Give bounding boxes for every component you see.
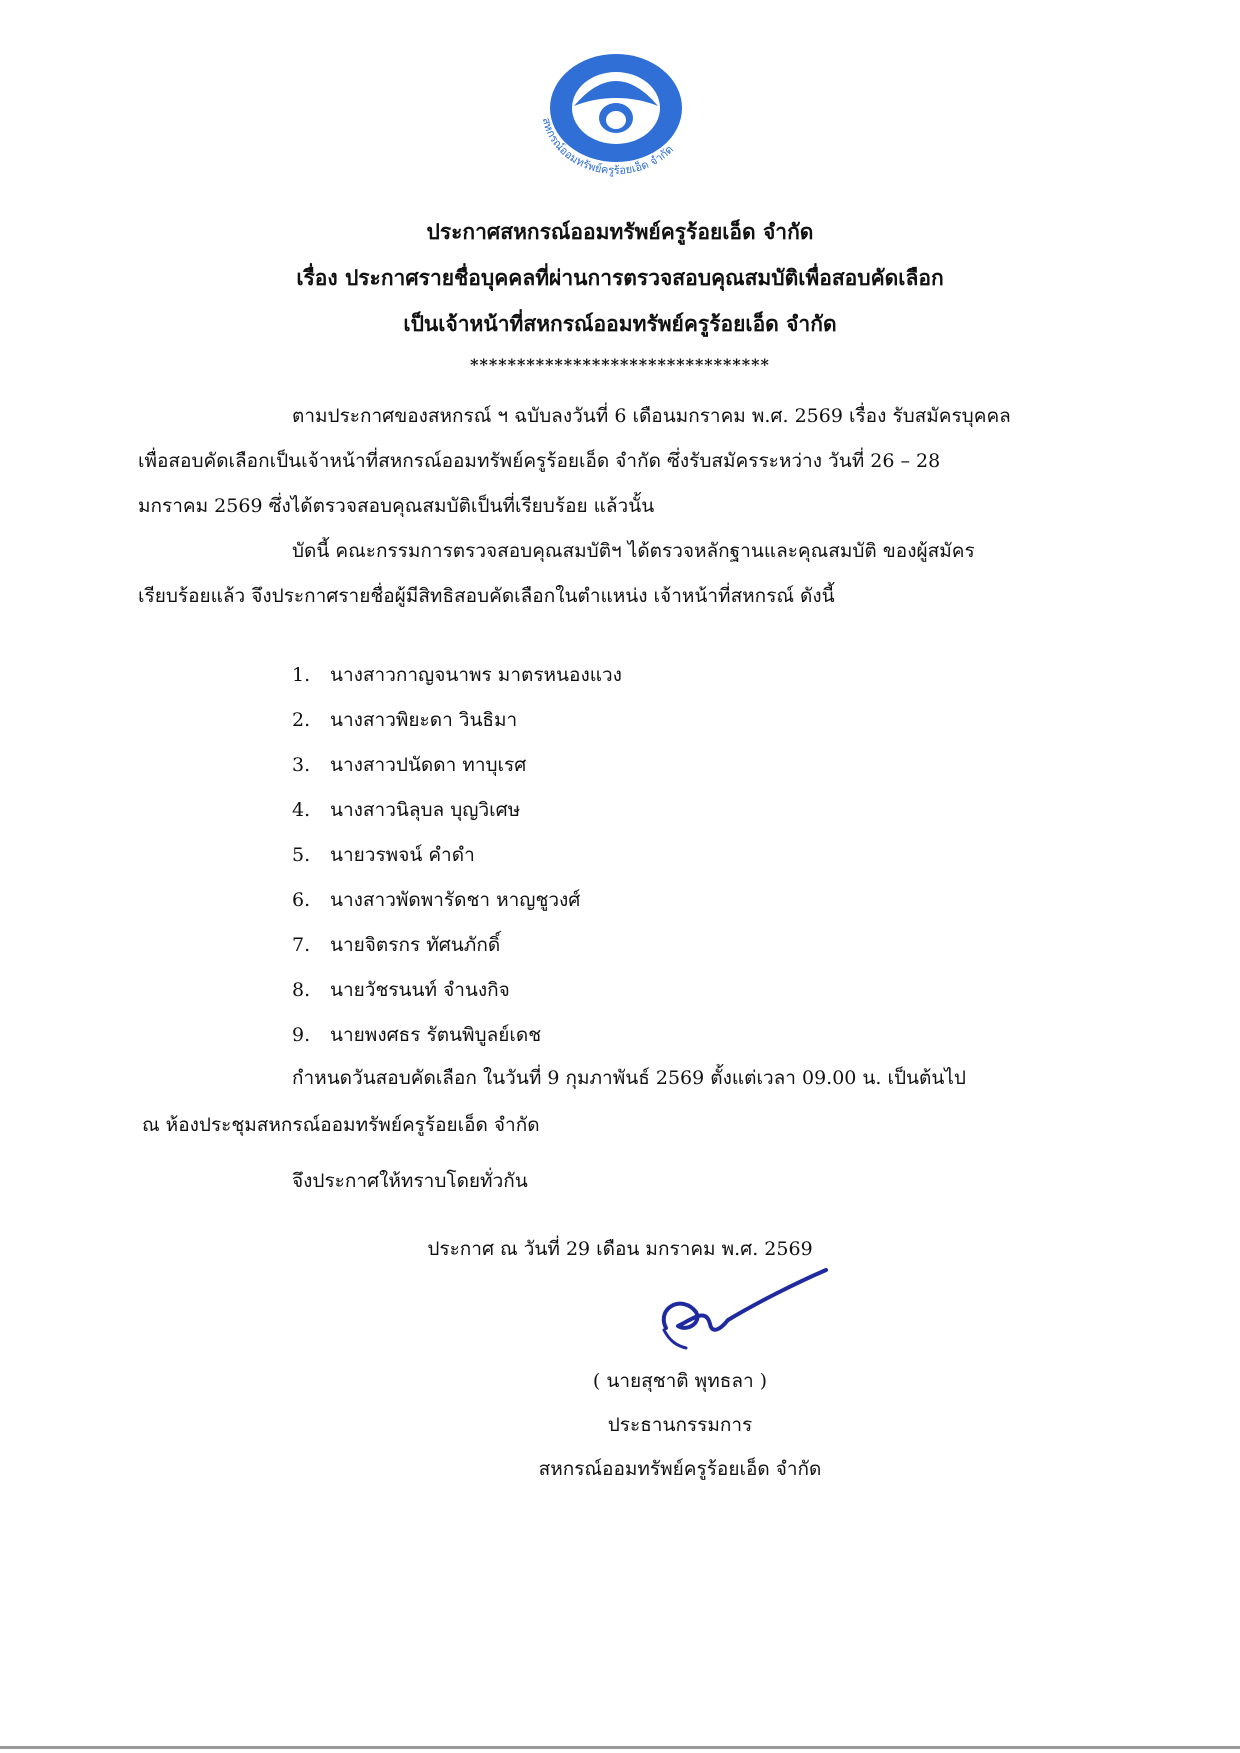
seal-ring-text: สหกรณ์ออมทรัพย์ครูร้อยเอ็ด จำกัด: [539, 116, 676, 178]
list-item-number: 4.: [292, 798, 311, 821]
announcement-subject: เรื่อง ประกาศรายชื่อบุคคลที่ผ่านการตรวจสอบคุณสมบัติเพื่อสอบคัดเลือก: [296, 265, 944, 290]
list-item: [292, 877, 622, 922]
list-item-name: นายพงศธร รัตนพิบูลย์เดช: [330, 1023, 542, 1046]
list-item-name: นายวัชรนนท์ จำนงกิจ: [330, 978, 510, 1001]
list-item: [292, 742, 622, 787]
header-separator: ********************************: [470, 355, 770, 374]
signatory-name: ( นายสุชาติ พุทธลา ): [592, 1370, 768, 1392]
list-item-name: นางสาวพัดพารัดชา หาญชูวงศ์: [330, 888, 581, 911]
list-item-number: 5.: [292, 843, 311, 866]
announcement-title: ประกาศสหกรณ์ออมทรัพย์ครูร้อยเอ็ด จำกัด: [426, 219, 814, 244]
list-item-name: นายจิตรกร ทัศนภักดิ์: [330, 933, 501, 956]
list-item: [292, 787, 622, 832]
list-item: [292, 652, 622, 697]
announcement-date: ประกาศ ณ วันที่ 29 เดือน มกราคม พ.ศ. 2569: [427, 1238, 813, 1260]
paragraph-1-line-1: ตามประกาศของสหกรณ์ ฯ ฉบับลงวันที่ 6 เดือนมกราคม พ.ศ. 2569 เรื่อง รับสมัครบุคคล: [292, 405, 1011, 427]
list-item-number: 1.: [292, 663, 311, 686]
list-item-number: 8.: [292, 978, 311, 1001]
list-item-name: นายวรพจน์ คำดำ: [330, 843, 475, 866]
list-item: [292, 1012, 622, 1057]
list-item-number: 3.: [292, 753, 311, 776]
list-item-number: 2.: [292, 708, 311, 731]
paragraph-2-line-1: บัดนี้ คณะกรรมการตรวจสอบคุณสมบัติฯ ได้ตรวจหลักฐานและคุณสมบัติ ของผู้สมัคร: [292, 540, 975, 562]
paragraph-2-line-2: เรียบร้อยแล้ว จึงประกาศรายชื่อผู้มีสิทธิสอบคัดเลือกในตำแหน่ง เจ้าหน้าที่สหกรณ์ ดังนี้: [138, 585, 835, 607]
list-item-name: นางสาวนิลุบล บุญวิเศษ: [330, 798, 521, 821]
announcement-subject-cont: เป็นเจ้าหน้าที่สหกรณ์ออมทรัพย์ครูร้อยเอ็ด จำกัด: [403, 311, 837, 336]
signature-mark: [648, 1268, 848, 1368]
list-item: [292, 922, 622, 967]
paragraph-1-line-2: เพื่อสอบคัดเลือกเป็นเจ้าหน้าที่สหกรณ์ออมทรัพย์ครูร้อยเอ็ด จำกัด ซึ่งรับสมัครระหว่าง วันที่ 26 – 28: [138, 450, 941, 472]
exam-venue-line: ณ ห้องประชุมสหกรณ์ออมทรัพย์ครูร้อยเอ็ด จำกัด: [142, 1114, 540, 1136]
list-item-name: นางสาวปนัดดา ทาบุเรศ: [330, 753, 527, 776]
exam-date-line: กำหนดวันสอบคัดเลือก ในวันที่ 9 กุมภาพันธ์ 2569 ตั้งแต่เวลา 09.00 น. เป็นต้นไป: [292, 1067, 966, 1089]
list-item-number: 6.: [292, 888, 311, 911]
list-item: [292, 697, 622, 742]
list-item-name: นางสาวกาญจนาพร มาตรหนองแวง: [330, 663, 622, 686]
paragraph-1-line-3: มกราคม 2569 ซึ่งได้ตรวจสอบคุณสมบัติเป็นที่เรียบร้อย แล้วนั้น: [138, 495, 655, 517]
signatory-organization: สหกรณ์ออมทรัพย์ครูร้อยเอ็ด จำกัด: [538, 1458, 822, 1480]
candidate-list: [292, 652, 622, 1057]
list-item-number: 7.: [292, 933, 311, 956]
list-item: [292, 967, 622, 1012]
list-item: [292, 832, 622, 877]
closing-statement: จึงประกาศให้ทราบโดยทั่วกัน: [292, 1170, 528, 1192]
cooperative-seal-icon: [518, 52, 714, 198]
signatory-position: ประธานกรรมการ: [607, 1414, 753, 1436]
scan-edge-line: [0, 1746, 1240, 1749]
list-item-name: นางสาวพิยะดา วินธิมา: [330, 708, 518, 731]
list-item-number: 9.: [292, 1023, 311, 1046]
